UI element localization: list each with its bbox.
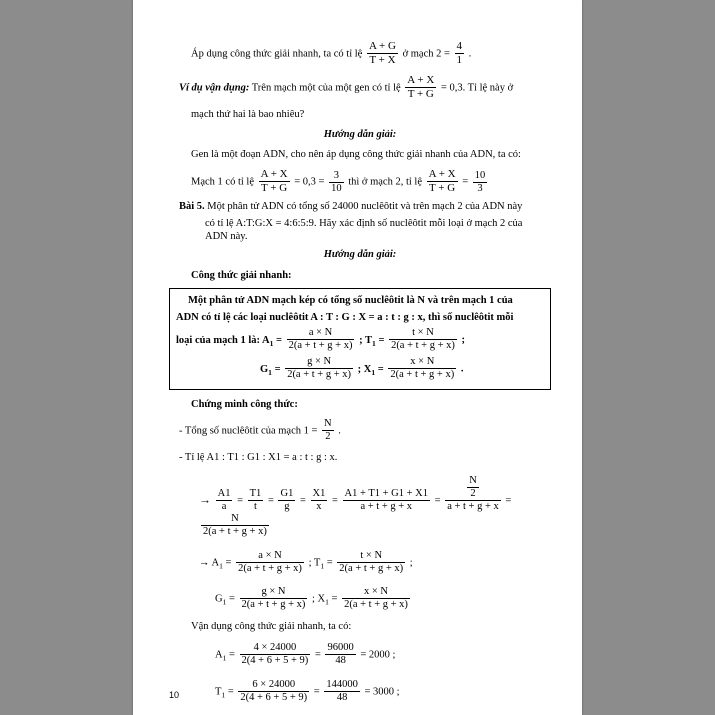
fraction-denominator: 2(a + t + g + x) [390, 369, 455, 381]
label-quick-formula: Công thức giải nhanh: [191, 269, 292, 281]
fraction-denominator: T + G [259, 181, 290, 195]
subscript-t1: 1 [372, 338, 376, 348]
text-semicolon-t: ; T [359, 334, 373, 346]
fraction-denominator: x [311, 500, 328, 513]
text-example-value: = 0,3. Tỉ lệ này ở [440, 82, 514, 94]
fraction-numerator [445, 475, 501, 500]
fraction-numerator: X1 [312, 488, 326, 500]
fraction-numerator: T1 [249, 488, 262, 500]
label-exercise-5: Bài 5. [179, 200, 205, 212]
fraction-g1-over-g [278, 488, 295, 513]
fraction-denominator: 2 [322, 430, 334, 443]
equation-g1-x1 [169, 586, 551, 611]
fraction-a1-numeric [240, 642, 311, 667]
equation-a1-numeric [169, 642, 551, 667]
fraction-numerator: t × N [360, 550, 383, 562]
fraction-x1-formula [388, 356, 456, 381]
fraction-g1-result-formula [240, 586, 308, 611]
fraction-denominator: T + G [427, 181, 458, 195]
text-eq-j: = [331, 592, 338, 604]
subscript-a1-2: 1 [219, 561, 223, 571]
fraction-a-plus-x-over-t-plus-g-2 [259, 168, 290, 194]
fraction-a1-result-formula [236, 550, 304, 575]
paragraph-exercise-5-line3 [169, 231, 551, 244]
text-example-question: mạch thứ hai là bao nhiêu? [191, 108, 305, 120]
text-eq-d: = [331, 495, 338, 507]
fraction-denominator: 3 [473, 182, 488, 195]
fraction-numerator: A + G [368, 40, 396, 52]
fraction-denominator: a + t + g + x [447, 501, 499, 513]
fraction-denominator: 2(a + t + g + x) [344, 598, 408, 610]
fraction-numerator: g × N [307, 356, 332, 368]
text-semicolon-end: ; [461, 334, 466, 346]
fraction-denominator: 2(a + t + g + x) [287, 369, 352, 381]
paragraph-example-cont [169, 107, 551, 122]
fraction-sum-over-sum [343, 488, 431, 513]
text-g1: G [260, 363, 269, 375]
text-semicolon-x-2: ; X [312, 592, 326, 604]
fraction-a-plus-x-over-t-plus-g-3 [427, 168, 458, 194]
paragraph-gene-note [169, 147, 551, 162]
text-exercise-5-line2: có tỉ lệ A:T:G:X = 4:6:5:9. Hãy xác định số nuclêôtit mỗi loại ở mạch 2 của [205, 218, 523, 230]
fraction-numerator: N [231, 513, 239, 525]
label-guide-2: Hướng dẫn giải: [323, 249, 397, 261]
subscript-t1-3: 1 [221, 690, 226, 700]
text-equals: = [462, 176, 469, 188]
text-semicolon-t-2: ; T [308, 557, 321, 569]
text-exercise-5-line3: ADN này. [205, 230, 248, 242]
fraction-numerator: 6 × 24000 [252, 679, 296, 691]
fraction-numerator: t × N [412, 327, 434, 339]
text-apply-formula: Áp dụng công thức giải nhanh, ta có tỉ lệ [191, 48, 363, 60]
fraction-denominator: a [216, 500, 233, 513]
text-arrow-a1: → A [199, 557, 220, 569]
text-eq-n: = [313, 686, 320, 698]
fraction-denominator: 10 [331, 182, 342, 194]
text-example-body: Trên mạch một của một gen có tỉ lệ [251, 82, 401, 94]
fraction-three-over-ten [329, 170, 344, 195]
text-eq-e: = [434, 495, 441, 507]
text-eq-a: = [237, 495, 244, 507]
page-number: 10 [169, 690, 180, 700]
text-eq-g: = [225, 557, 232, 569]
text-t1-numeric: T [215, 686, 222, 698]
text-proof-1: - Tổng số nuclêôtit của mạch 1 = [179, 425, 318, 437]
fraction-inner-n-over-2 [467, 475, 479, 500]
fraction-denominator: T + G [405, 87, 436, 101]
fraction-numerator: 10 [474, 169, 486, 181]
fraction-numerator: 3 [333, 169, 339, 181]
subscript-g1: 1 [268, 367, 272, 377]
box-line-2 [176, 310, 544, 325]
fraction-denominator: 2(a + t + g + x) [238, 563, 302, 575]
fraction-four-over-one [455, 40, 465, 66]
fraction-n-over-2sum [201, 513, 269, 538]
formula-box [169, 288, 551, 390]
fraction-denominator: 2(a + t + g + x) [203, 526, 267, 538]
box-line-3 [176, 327, 544, 352]
text-eq-1: = [276, 334, 283, 346]
text-period: . [468, 48, 472, 60]
label-proof: Chứng minh công thức: [191, 398, 298, 410]
fraction-a-plus-g-over-t-plus-x [367, 40, 398, 66]
paragraph-proof-1 [169, 418, 551, 443]
fraction-numerator: x × N [364, 585, 389, 597]
fraction-x1-result-formula [342, 586, 410, 611]
text-g1-2: G [215, 592, 223, 604]
fraction-denominator: a + t + g + x [343, 500, 431, 513]
fraction-nested-n-over-2 [445, 475, 501, 513]
fraction-ten-over-three [473, 170, 488, 195]
subscript-a1-3: 1 [222, 653, 227, 663]
text-then-strand2: thì ở mạch 2, tỉ lệ [348, 176, 422, 188]
subscript-t1-2: 1 [320, 561, 325, 571]
text-eq-l: = [314, 649, 321, 661]
text-apply-quick: Vận dụng công thức giải nhanh, ta có: [191, 620, 352, 632]
box-line-1 [176, 293, 544, 308]
fraction-t1-numeric [238, 679, 309, 704]
fraction-a1-numeric-reduced [325, 642, 355, 667]
paragraph-proof-2 [169, 450, 551, 465]
fraction-denominator: 48 [325, 654, 355, 667]
paragraph-apply-formula [169, 40, 551, 66]
fraction-numerator: A1 [217, 488, 231, 500]
paragraph-apply-quick [169, 619, 551, 634]
text-box-line-2: ADN có tỉ lệ các loại nuclêôtit A : T : G : X = a : t : g : x, thì số nuclêôtit mỗi [176, 312, 514, 324]
heading-guide-2 [169, 247, 551, 262]
fraction-denominator: g [278, 500, 295, 513]
text-box-line-3: loại của mạch 1 là: A [176, 334, 270, 346]
text-eq-m: = [227, 686, 234, 698]
fraction-numerator: a × N [258, 550, 282, 562]
document-page [133, 0, 582, 715]
paragraph-exercise-5 [169, 201, 551, 214]
paragraph-example [169, 74, 551, 100]
text-eq-k: = [229, 649, 235, 661]
text-proof-1-end: . [338, 425, 341, 437]
fraction-numerator: 4 × 24000 [253, 641, 297, 653]
text-gene-note: Gen là một đoạn ADN, cho nên áp dụng công thức giải nhanh của ADN, ta có: [191, 149, 521, 160]
fraction-t1-over-t [248, 488, 264, 513]
fraction-denominator: 2(a + t + g + x) [241, 598, 306, 610]
fraction-denominator: 2(4 + 6 + 5 + 9) [240, 692, 308, 704]
text-period-end: . [460, 363, 464, 375]
fraction-denominator: 2(a + t + g + x) [339, 563, 404, 575]
text-semicolon-end-2: ; [409, 557, 413, 569]
fraction-numerator: x × N [410, 356, 435, 368]
equation-t1-numeric [169, 679, 551, 704]
subscript-x1: 1 [371, 367, 376, 377]
text-exercise-5-line1: Một phân tử ADN có tổng số 24000 nuclêôtit và trên mạch 2 của ADN này [207, 200, 523, 212]
text-eq-c: = [299, 495, 306, 507]
label-example: Ví dụ vận dụng: [179, 82, 250, 94]
fraction-g1-formula [285, 356, 353, 381]
fraction-denominator: 1 [456, 53, 463, 66]
fraction-numerator: A + X [260, 168, 288, 181]
text-eq-2: = [378, 334, 385, 346]
text-box-line-1: Một phân tử ADN mạch kép có tổng số nuclêôtit là N và trên mạch 1 của [188, 294, 513, 306]
subscript-x1-2: 1 [325, 596, 329, 606]
text-a1-numeric: A [215, 649, 223, 661]
fraction-denominator: 2 [467, 487, 479, 500]
fraction-numerator: N [469, 475, 477, 487]
text-eq-f: = [505, 495, 512, 507]
fraction-denominator: 48 [324, 691, 360, 704]
paragraph-exercise-5-line2 [169, 218, 551, 231]
text-equals-point-three: = 0,3 = [294, 176, 325, 188]
equation-derivation-chain [169, 475, 551, 538]
subscript-a1: 1 [269, 338, 274, 348]
fraction-x1-over-x [311, 488, 328, 513]
fraction-numerator: G1 [280, 488, 294, 500]
fraction-numerator: A + X [407, 74, 435, 87]
fraction-numerator: g × N [261, 585, 286, 597]
paragraph-strand1-ratio [169, 168, 551, 194]
page-content [169, 40, 551, 709]
text-strand2-equals: ở mạch 2 = [402, 48, 450, 60]
text-eq-b: = [267, 495, 274, 507]
fraction-a1-over-a [216, 488, 233, 513]
heading-proof [169, 397, 551, 412]
fraction-t1-result-formula [337, 550, 405, 575]
label-guide-1: Hướng dẫn giải: [323, 128, 397, 140]
fraction-numerator: A1 + T1 + G1 + X1 [344, 488, 429, 500]
text-eq-h: = [326, 557, 333, 569]
fraction-numerator: A + X [428, 168, 456, 181]
fraction-t1-formula [389, 327, 457, 352]
text-proof-2: - Tỉ lệ A1 : T1 : G1 : X1 = a : t : g : x. [179, 451, 338, 463]
text-t1-result: = 3000 ; [364, 686, 400, 698]
fraction-a1-formula [287, 327, 355, 352]
fraction-a-plus-x-over-t-plus-g [405, 74, 436, 100]
fraction-t1-numeric-reduced [324, 679, 360, 704]
text-strand1-ratio: Mạch 1 có tỉ lệ [191, 176, 254, 188]
arrow-right-icon: → [199, 492, 211, 507]
fraction-denominator: 2(a + t + g + x) [288, 340, 353, 352]
fraction-denominator: T + X [367, 53, 398, 67]
fraction-denominator: 2(a + t + g + x) [391, 340, 455, 352]
subscript-g1-2: 1 [222, 596, 227, 606]
fraction-denominator: 2(4 + 6 + 5 + 9) [241, 654, 309, 666]
text-eq-4: = [377, 363, 384, 375]
fraction-n-over-2 [322, 418, 334, 443]
fraction-numerator: a × N [308, 327, 333, 339]
equation-a1-t1 [169, 550, 551, 575]
fraction-numerator: 96000 [327, 641, 354, 653]
fraction-numerator: 144000 [326, 679, 358, 691]
text-semicolon-x: ; X [357, 363, 372, 375]
text-eq-i: = [229, 592, 235, 604]
heading-quick-formula [169, 268, 551, 283]
box-line-4 [176, 356, 544, 381]
heading-guide-1 [169, 127, 551, 142]
fraction-denominator: t [248, 500, 264, 513]
text-a1-result: = 2000 ; [360, 649, 396, 661]
fraction-numerator: N [324, 417, 332, 429]
fraction-numerator: 4 [456, 40, 463, 52]
text-eq-3: = [274, 363, 281, 375]
